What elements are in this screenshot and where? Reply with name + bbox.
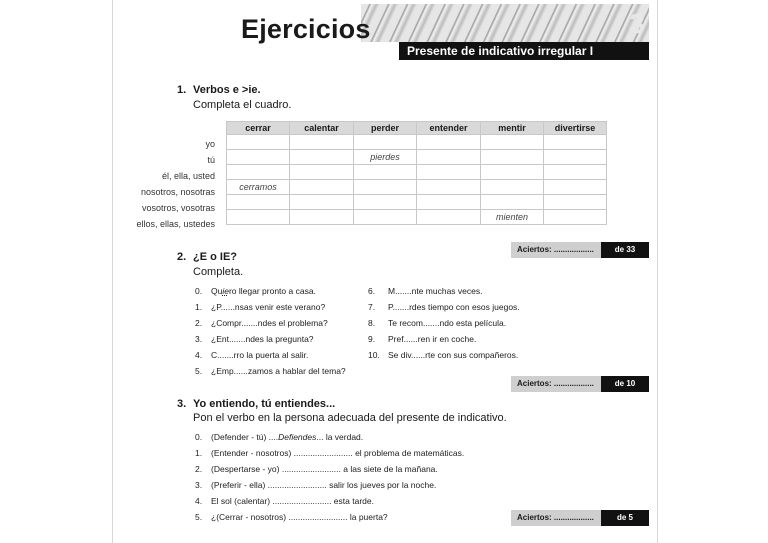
- item-text: C.......rro la puerta al salir.: [211, 350, 309, 360]
- item-text: Pref......ren ir en coche.: [388, 334, 477, 344]
- row-label: vosotros, vosotras: [141, 203, 215, 213]
- exercise-item[interactable]: [195, 318, 328, 328]
- exercise-item: [195, 432, 363, 442]
- score-label: Aciertos: ..................: [511, 376, 601, 392]
- exercise-item[interactable]: [195, 496, 374, 506]
- item-number: 3.: [195, 334, 203, 344]
- table-cell[interactable]: [290, 195, 354, 210]
- item-number: 4.: [195, 350, 203, 360]
- item-text: ¿Ent.......ndes la pregunta?: [211, 334, 314, 344]
- table-cell[interactable]: cerramos: [227, 180, 290, 195]
- item-text: ¿Compr.......ndes el problema?: [211, 318, 328, 328]
- table-row: [227, 180, 607, 195]
- exercise-item[interactable]: [368, 350, 518, 360]
- exercise-1-title: [177, 84, 261, 96]
- score-box-3: [511, 510, 649, 526]
- conjugation-table: [226, 121, 607, 225]
- table-cell[interactable]: [481, 195, 544, 210]
- column-header: mentir: [481, 122, 544, 135]
- table-cell[interactable]: mienten: [481, 210, 544, 225]
- item-number: 4.: [195, 496, 203, 506]
- column-header: entender: [417, 122, 481, 135]
- table-cell[interactable]: [354, 165, 417, 180]
- score-total: de 5: [601, 510, 649, 526]
- item-number: 1.: [195, 302, 203, 312]
- row-label: él, ella, usted: [161, 171, 215, 181]
- table-cell[interactable]: [417, 180, 481, 195]
- exercise-2-instruction: Completa.: [193, 266, 244, 278]
- table-cell[interactable]: [227, 210, 290, 225]
- exercise-number: 1.: [177, 84, 187, 96]
- table-cell[interactable]: [354, 180, 417, 195]
- table-row: [227, 135, 607, 150]
- column-header: calentar: [290, 122, 354, 135]
- table-cell[interactable]: [227, 165, 290, 180]
- item-text: ¿(Cerrar - nosotros) ......................... la puerta?: [211, 512, 388, 522]
- table-cell[interactable]: [417, 210, 481, 225]
- item-number: 7.: [368, 302, 376, 312]
- score-label: Aciertos: ..................: [511, 242, 601, 258]
- topic-banner: Presente de indicativo irregular I: [399, 42, 649, 60]
- table-cell[interactable]: pierdes: [354, 150, 417, 165]
- exercise-item[interactable]: [195, 350, 308, 360]
- exercise-item[interactable]: [368, 302, 520, 312]
- table-cell[interactable]: [481, 165, 544, 180]
- outer-margin: [0, 0, 112, 543]
- row-label: ellos, ellas, ustedes: [136, 219, 215, 229]
- item-number: 3.: [195, 480, 203, 490]
- score-total: de 10: [601, 376, 649, 392]
- item-text: Se div......rte con sus compañeros.: [388, 350, 519, 360]
- item-number: 5.: [195, 366, 203, 376]
- table-header-row: [227, 122, 607, 135]
- exercise-number: 3.: [177, 398, 187, 410]
- exercise-item[interactable]: [195, 512, 388, 522]
- table-cell[interactable]: [481, 150, 544, 165]
- table-cell[interactable]: [481, 135, 544, 150]
- column-header: perder: [354, 122, 417, 135]
- table-cell[interactable]: [354, 195, 417, 210]
- item-number: 0.: [195, 286, 203, 296]
- item-text: (Entender - nosotros) ......................... el problema de matemáticas.: [211, 448, 465, 458]
- table-cell[interactable]: [481, 180, 544, 195]
- exercise-3-instruction: Pon el verbo en la persona adecuada del presente de indicativo.: [193, 412, 507, 424]
- table-cell[interactable]: [544, 135, 607, 150]
- table-cell[interactable]: [544, 180, 607, 195]
- unit-number: 3: [629, 8, 645, 39]
- table-cell[interactable]: [290, 165, 354, 180]
- item-text: ... la verdad.: [316, 432, 364, 442]
- table-cell[interactable]: [227, 150, 290, 165]
- exercise-item[interactable]: [195, 448, 464, 458]
- page-header: [113, 0, 657, 62]
- item-number: 8.: [368, 318, 376, 328]
- exercise-heading: Yo entiendo, tú entiendes...: [193, 398, 336, 410]
- score-box-1: [511, 242, 649, 258]
- table-cell[interactable]: [227, 135, 290, 150]
- item-text: (Despertarse - yo) ......................... a las siete de la mañana.: [211, 464, 438, 474]
- workbook-page: [112, 0, 658, 543]
- item-text: (Preferir - ella) ......................... salir los jueves por la noche.: [211, 480, 437, 490]
- row-label: nosotros, nosotras: [140, 187, 215, 197]
- table-row: [227, 210, 607, 225]
- table-cell[interactable]: [417, 165, 481, 180]
- item-text: ¿P......nsas venir este verano?: [211, 302, 326, 312]
- table-cell[interactable]: [544, 210, 607, 225]
- exercise-2-title: [177, 251, 237, 263]
- exercise-item[interactable]: [368, 318, 506, 328]
- score-total: de 33: [601, 242, 649, 258]
- exercise-item: [195, 286, 316, 296]
- item-number: 2.: [195, 464, 203, 474]
- exercise-heading: Verbos e >ie.: [193, 84, 261, 96]
- item-number: 9.: [368, 334, 376, 344]
- table-cell[interactable]: [227, 195, 290, 210]
- table-cell[interactable]: [290, 210, 354, 225]
- exercise-item[interactable]: [195, 334, 314, 344]
- table-cell[interactable]: [417, 150, 481, 165]
- item-text: ¿Emp......zamos a hablar del tema?: [211, 366, 346, 376]
- example-answer: Defiendes: [278, 432, 317, 442]
- item-number: 1.: [195, 448, 203, 458]
- column-header: cerrar: [227, 122, 290, 135]
- table-cell[interactable]: [544, 195, 607, 210]
- table-cell[interactable]: [354, 210, 417, 225]
- table-cell[interactable]: [544, 165, 607, 180]
- header-decoration: [361, 4, 649, 42]
- exercise-1-instruction: Completa el cuadro.: [193, 99, 292, 111]
- exercise-item[interactable]: [195, 366, 346, 376]
- column-header: divertirse: [544, 122, 607, 135]
- item-number: 6.: [368, 286, 376, 296]
- exercise-3-title: [177, 398, 335, 410]
- score-label: Aciertos: ..................: [511, 510, 601, 526]
- table-cell[interactable]: [417, 195, 481, 210]
- row-label: tú: [207, 155, 215, 165]
- table-cell[interactable]: [417, 135, 481, 150]
- page-title: Ejercicios: [241, 14, 371, 44]
- item-text: Te recom.......ndo esta película.: [388, 318, 507, 328]
- exercise-number: 2.: [177, 251, 187, 263]
- table-row: [227, 150, 607, 165]
- example-answer: ie: [222, 286, 229, 296]
- item-text: M.......nte muchas veces.: [388, 286, 483, 296]
- item-number: 5.: [195, 512, 203, 522]
- item-number: 0.: [195, 432, 203, 442]
- table-cell[interactable]: [544, 150, 607, 165]
- table-cell[interactable]: [354, 135, 417, 150]
- table-row: [227, 165, 607, 180]
- item-text: (Defender - tú) ....: [211, 432, 279, 442]
- item-text: El sol (calentar) ......................... esta tarde.: [211, 496, 374, 506]
- table-cell[interactable]: [290, 135, 354, 150]
- exercise-item[interactable]: [368, 286, 482, 296]
- table-cell[interactable]: [290, 150, 354, 165]
- table-cell[interactable]: [290, 180, 354, 195]
- table-row: [227, 195, 607, 210]
- item-number: 10.: [368, 350, 380, 360]
- item-text: P.......rdes tiempo con esos juegos.: [388, 302, 520, 312]
- exercise-item[interactable]: [195, 480, 436, 490]
- item-number: 2.: [195, 318, 203, 328]
- score-box-2: [511, 376, 649, 392]
- exercise-item[interactable]: [368, 334, 476, 344]
- item-text: ro llegar pronto a casa.: [228, 286, 316, 296]
- exercise-item[interactable]: [195, 302, 325, 312]
- item-text: Qu: [211, 286, 223, 296]
- exercise-item[interactable]: [195, 464, 438, 474]
- exercise-heading: ¿E o IE?: [193, 251, 237, 263]
- row-label: yo: [205, 139, 215, 149]
